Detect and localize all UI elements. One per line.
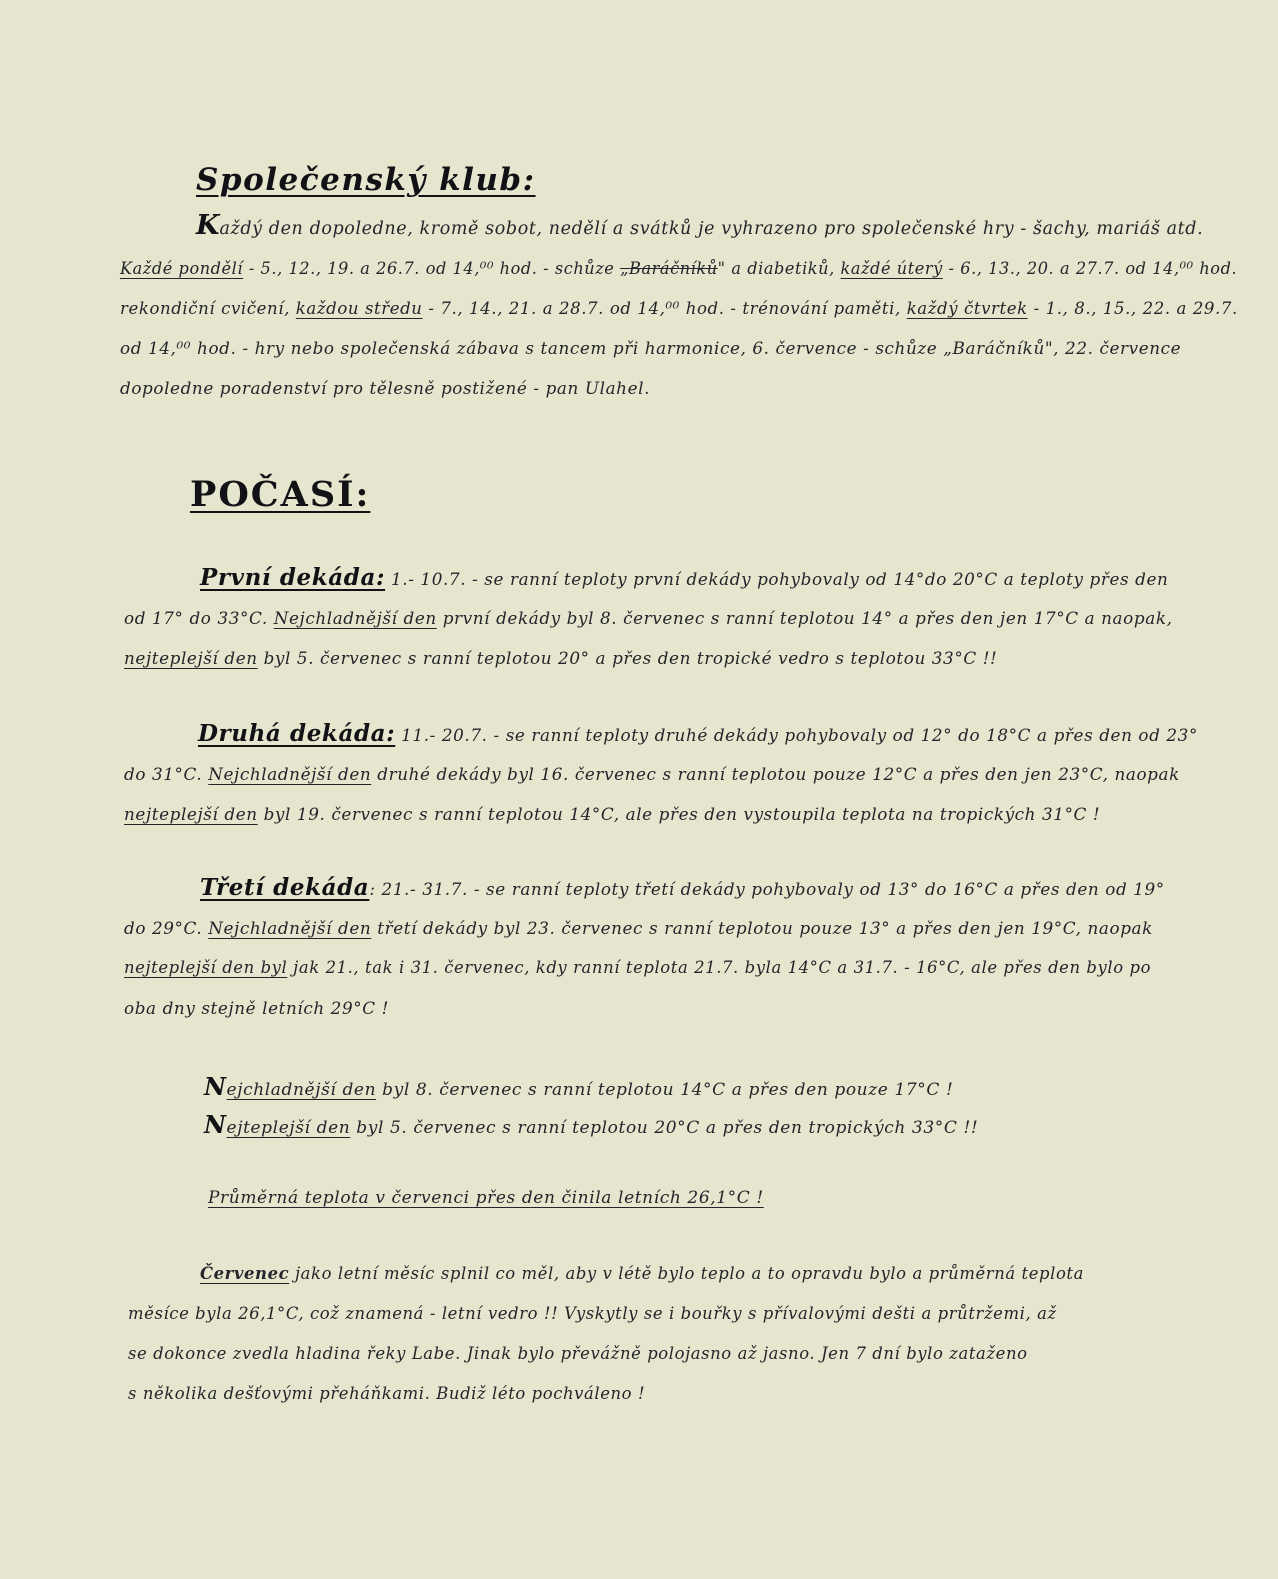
weather-title: POČASÍ: xyxy=(190,474,371,515)
club-line-1: Každý den dopoledne, kromě sobot, nedělí a svátků je vyhrazeno pro společenské hry - šachy, mariáš atd. xyxy=(196,210,1204,241)
decade-1-line-2: od 17° do 33°C. Nejchladnější den první dekády byl 8. červenec s ranní teplotou 14° a přes den jen 17°C a naopak, xyxy=(124,608,1173,628)
average-temperature: Průměrná teplota v červenci přes den činila letních 26,1°C ! xyxy=(208,1188,764,1208)
decade-3-line-2: do 29°C. Nejchladnější den třetí dekády byl 23. červenec s ranní teplotou pouze 13° a přes den jen 19°C, naopak xyxy=(124,918,1153,938)
club-line-3: rekondiční cvičení, každou středu - 7., 14., 21. a 28.7. od 14,⁰⁰ hod. - trénování paměti, každý čtvrtek - 1., 8., 15., 22. a 29.7. xyxy=(120,298,1238,318)
decade-2-line-2: do 31°C. Nejchladnější den druhé dekády byl 16. červenec s ranní teplotou pouze 12°C a přes den jen 23°C, naopak xyxy=(124,764,1180,784)
club-line-4: od 14,⁰⁰ hod. - hry nebo společenská zábava s tancem při harmonice, 6. července - schůze „Baráčníků", 22. července xyxy=(120,338,1182,358)
decade-2-line-1: Druhá dekáda: 11.- 20.7. - se ranní teploty druhé dekády pohybovaly od 12° do 18°C a přes den od 23° xyxy=(198,720,1198,747)
summary-warmest: Nejteplejší den byl 5. červenec s ranní teplotou 20°C a přes den tropických 33°C !! xyxy=(204,1110,979,1139)
closing-line-3: se dokonce zvedla hladina řeky Labe. Jinak bylo převážně polojasno až jasno. Jen 7 dní bylo zataženo xyxy=(128,1344,1028,1363)
decade-3-line-3: nejteplejší den byl jak 21., tak i 31. červenec, kdy ranní teplota 21.7. byla 14°C a 31.7. - 16°C, ale přes den bylo po xyxy=(124,958,1152,977)
decade-3-label: Třetí dekáda xyxy=(200,874,370,901)
decade-3-line-4: oba dny stejně letních 29°C ! xyxy=(124,998,389,1018)
club-line-5: dopoledne poradenství pro tělesně postižené - pan Ulahel. xyxy=(120,378,651,398)
decade-1-line-3: nejteplejší den byl 5. červenec s ranní teplotou 20° a přes den tropické vedro s teplotou 33°C !! xyxy=(124,648,998,668)
club-title: Společenský klub: xyxy=(196,162,536,198)
decade-2-line-3: nejteplejší den byl 19. červenec s ranní teplotou 14°C, ale přes den vystoupila teplota na tropických 31°C ! xyxy=(124,804,1101,824)
decade-1-label: První dekáda: xyxy=(200,564,386,591)
club-line-2: Každé pondělí - 5., 12., 19. a 26.7. od 14,⁰⁰ hod. - schůze „Baráčníků" a diabetiků, každé úterý - 6., 13., 20. a 27.7. od 14,⁰⁰ hod. xyxy=(120,258,1238,278)
closing-line-4: s několika dešťovými přeháňkami. Budiž léto pochváleno ! xyxy=(128,1384,646,1403)
closing-line-2: měsíce byla 26,1°C, což znamená - letní vedro !! Vyskytly se i bouřky s přívalovými dešti a průtržemi, až xyxy=(128,1304,1057,1323)
decade-2-label: Druhá dekáda: xyxy=(198,720,396,747)
closing-line-1: Červenec jako letní měsíc splnil co měl, aby v létě bylo teplo a to opravdu bylo a průměrná teplota xyxy=(200,1264,1084,1283)
drop-initial: K xyxy=(196,210,220,241)
decade-3-line-1: Třetí dekáda: 21.- 31.7. - se ranní teploty třetí dekády pohybovaly od 13° do 16°C a přes den od 19° xyxy=(200,874,1165,901)
decade-1-line-1: První dekáda: 1.- 10.7. - se ranní teploty první dekády pohybovaly od 14°do 20°C a teploty přes den xyxy=(200,564,1169,591)
summary-coldest: Nejchladnější den byl 8. červenec s ranní teplotou 14°C a přes den pouze 17°C ! xyxy=(204,1072,954,1101)
